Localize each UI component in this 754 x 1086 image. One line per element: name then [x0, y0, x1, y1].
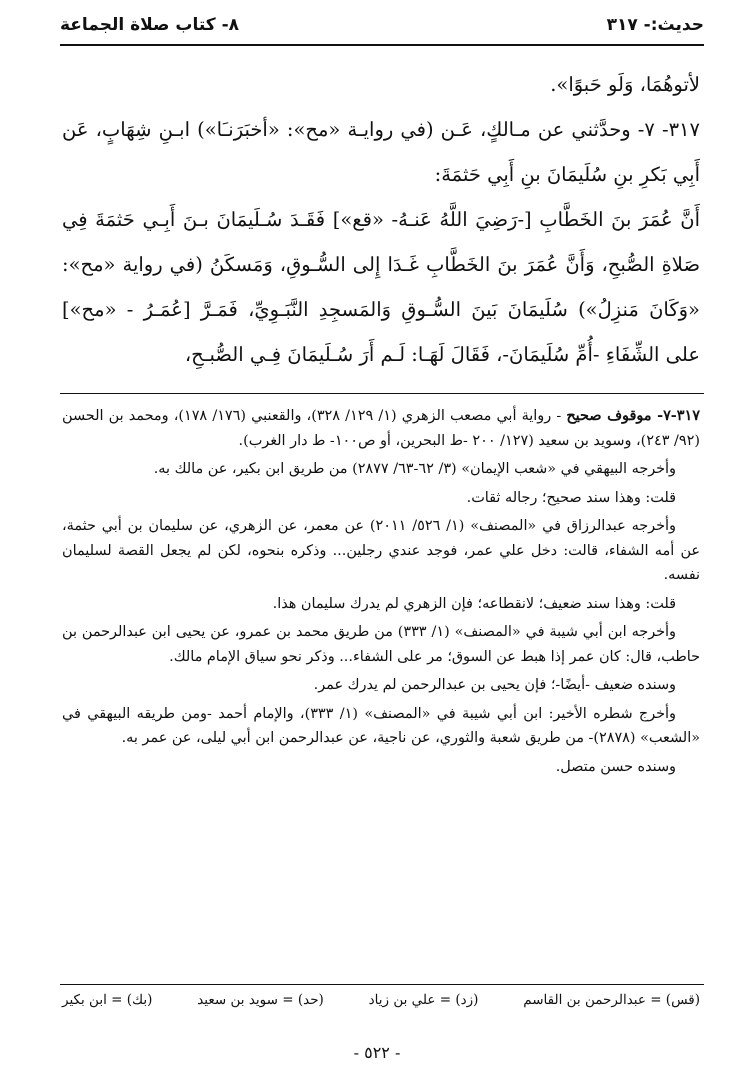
- abbr-bk: (بك) = ابن بكير: [62, 992, 153, 1008]
- abbreviations-legend: [62, 992, 700, 1008]
- hadith-text: [62, 62, 700, 377]
- takhrij-notes: [62, 404, 700, 779]
- note-sanad-sahih: قلت: وهذا سند صحيح؛ رجاله ثقات.: [466, 489, 676, 506]
- matn-line-3: أَنَّ عُمَرَ بنَ الخَطَّابِ [-رَضِيَ اللَّهُ عَنـهُ- «قع»] فَقَـدَ سُـلَيمَانَ بـنَ أَبِـي حَثمَةَ فِي صَلاةِ الصُّبحِ، وَأَنَّ عُمَرَ بنَ الخَطَّابِ غَـدَا إِلى السُّـوقِ، وَمَسكَنُ (في رواية «مح»: «وَكَانَ مَنزِلُ») سُلَيمَانَ بَينَ السُّـوقِ وَالمَسجِدِ النَّبَـوِيِّ، فَمَـرَّ [عُمَـرُ - «مح»] على الشِّفَاءِ -أُمِّ سُلَيمَانَ-، فَقَالَ لَهَـا: لَـم أَرَ سُـلَيمَانَ فِـي الصُّبـحِ،: [62, 208, 700, 366]
- running-header: [60, 10, 704, 40]
- abbr-qs: (قس) = عبدالرحمن بن القاسم: [523, 992, 700, 1008]
- abbr-hd: (حد) = سويد بن سعيد: [197, 992, 324, 1008]
- header-rule: [60, 44, 704, 46]
- page-number: - ٥٢٢ -: [353, 1043, 401, 1062]
- abbreviations-rule: [60, 984, 704, 985]
- chapter-title: ٨- كتاب صلاة الجماعة: [60, 15, 240, 35]
- note-sanad-daif-2: وسنده ضعيف -أيضًا-؛ فإن يحيى بن عبدالرحمن لم يدرك عمر.: [313, 677, 676, 693]
- takhrij-text: - رواية أبي مصعب الزهري (١/ ١٢٩/ ٣٢٨)، والقعنبي (١٧٦/ ١٧٨)، ومحمد بن الحسن (٩٢/ ٢٤٣)، وسويد بن سعيد (١٢٧/ ٢٠٠ -ط البحرين، أو ص١٠٠- ط دار الغرب).: [62, 408, 700, 449]
- abbr-zd: (زد) = علي بن زياد: [368, 992, 479, 1008]
- matn-line-2: ٣١٧- ٧- وحدَّثني عن مـالكٍ، عَـن (في روايـة «مح»: «أخبَرَنـَا») ابـنِ شِهَابٍ، عَن أَبِي بَكرِ بنِ سُلَيمَانَ بنِ أَبِي حَثمَةَ:: [62, 118, 700, 186]
- note-bayhaqi: وأخرجه البيهقي في «شعب الإيمان» (٣/ ٦٢-٦٣/ ٢٨٧٧) من طريق ابن بكير، عن مالك به.: [153, 461, 676, 477]
- takhrij-paragraph: [62, 404, 700, 453]
- note-shatr-akhir: وأخرج شطره الأخير: ابن أبي شيبة في «المصنف» (١/ ٣٣٣)، والإمام أحمد -ومن طريقه البيهقي في «الشعب» (٢٨٧٨)- من طريق شعبة والثوري، عن ناجية، عن عبدالرحمن ابن أبي ليلى، عن عمر به.: [62, 705, 700, 746]
- note-sanad-daif: قلت: وهذا سند ضعيف؛ لانقطاعه؛ فإن الزهري لم يدرك سليمان هذا.: [272, 595, 676, 612]
- takhrij-heading: ٣١٧-٧- موقوف صحيح: [566, 407, 700, 424]
- note-ibn-abi-shaybah: وأخرجه ابن أبي شيبة في «المصنف» (١/ ٣٣٣) من طريق محمد بن عمرو، عن يحيى ابن عبدالرحمن بن حاطب، قال: كان عمر إذا هبط عن السوق؛ مر على الشفاء... وذكر نحو سياق الإمام مالك.: [62, 624, 700, 665]
- note-sanad-hasan: وسنده حسن متصل.: [555, 758, 676, 775]
- note-abdurrazzaq: وأخرجه عبدالرزاق في «المصنف» (١/ ٥٢٦/ ٢٠١١) عن معمر، عن الزهري، عن سليمان بن أبي حثمة، عن أمه الشفاء، قالت: دخل علي عمر، فوجد عندي رجلين... وذكره بنحوه، لكن لم يجعل القصة لسليمان نفسه.: [62, 518, 700, 583]
- hadith-reference: حديث:- ٣١٧: [606, 15, 704, 35]
- footnote-separator: [60, 393, 704, 394]
- matn-line-1: لأتوهُمَا، وَلَو حَبوًا».: [550, 73, 700, 96]
